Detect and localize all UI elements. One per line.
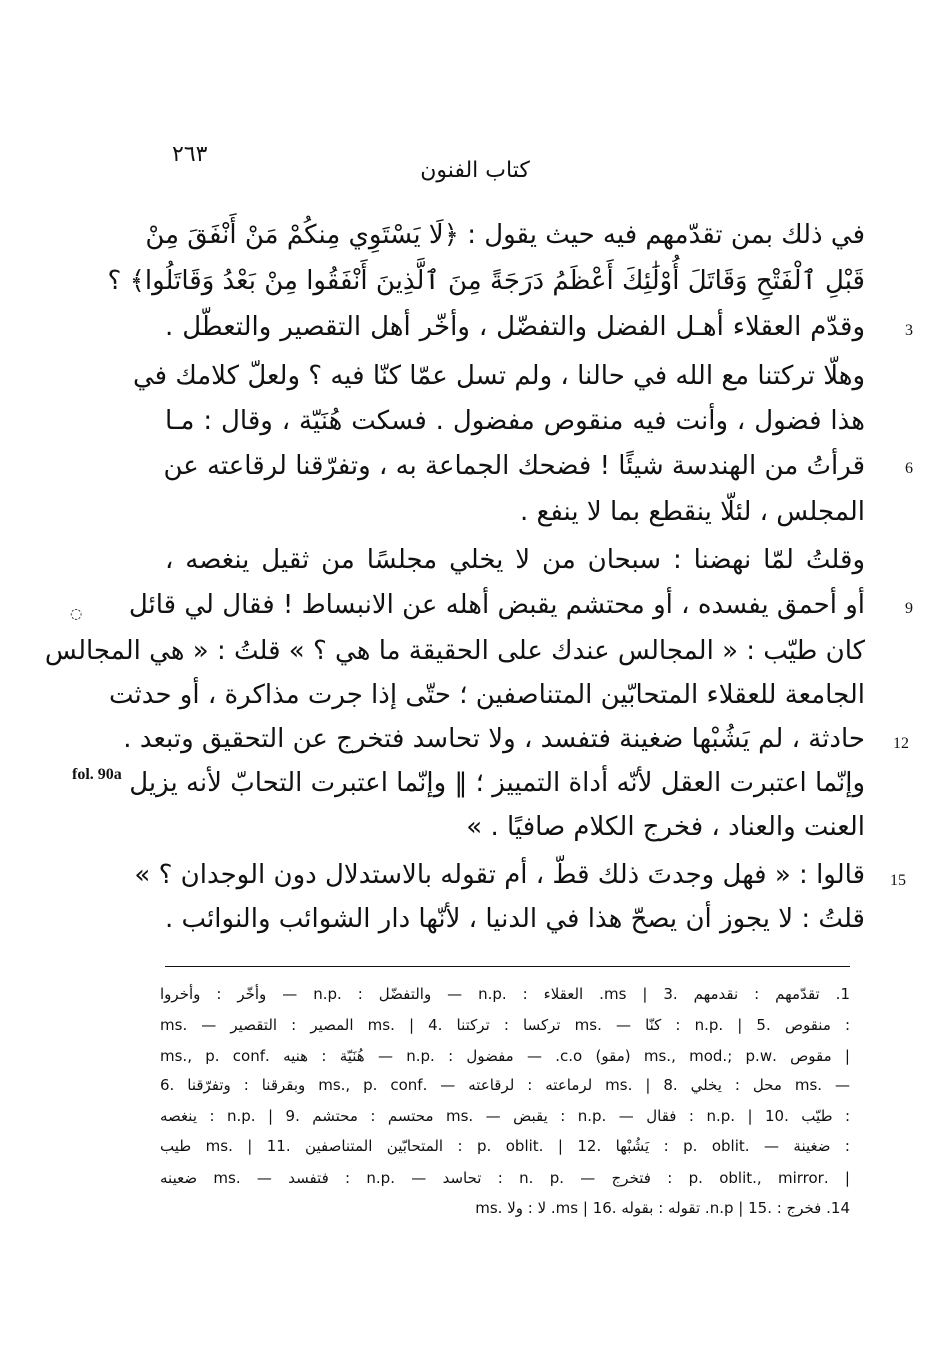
folio-margin-note: fol. 90a: [72, 766, 122, 783]
text-line: الجامعة للعقلاء المتحابّين المتناصفين ؛ حتّى إذا جرت مذاكرة ، أو حدثت: [109, 680, 865, 710]
running-title: كتاب الفنون: [420, 158, 530, 183]
text-line: وإنّما اعتبرت العقل لأنّه أداة التمييز ؛ ‖ وإنّما اعتبرت التحابّ لأنه يزيل: [129, 768, 865, 798]
footnote-line: 14. فخرج : .n.p | 15. تقوله : بقوله .ms | 16. لا : ولا .ms: [475, 1199, 850, 1217]
text-line: المجلس ، لئلّا ينقطع بما لا ينفع .: [520, 497, 865, 527]
text-line: هذا فضول ، وأنت فيه منقوص مفضول . فسكت هُنَيّة ، وقال : مـا: [165, 406, 865, 436]
line-number: 12: [893, 735, 909, 752]
page-number: ٢٦٣: [172, 142, 208, 167]
footnote-line: : ضغينة — .p. oblit : يَشُبْها .12 | .p. oblit : المتحابّين المتناصفين .11 | .ms طيب: [160, 1137, 850, 1155]
text-line: قالوا : « فهل وجدتَ ذلك قطّ ، أم تقوله بالاستدلال دون الوجدان ؟ »: [134, 860, 865, 890]
footnote-line: : طيّب .10 | .n.p : فقال — .n.p : يقبض — .ms محتسم : محتشم .9 | .n.p : ينغصه: [160, 1107, 851, 1125]
line-number: 3: [905, 322, 913, 339]
text-line: قَبْلِ ٱلْفَتْحِ وَقَاتَلَ أُوْلَٰئِكَ أَعْظَمُ دَرَجَةً مِنَ ٱلَّذِينَ أَنْفَقُوا مِنْ بَعْدُ وَقَاتَلُوا﴾ ؟: [107, 266, 865, 296]
text-line: وقلتُ لمّا نهضنا : سبحان من لا يخلي مجلسًا من ثقيل ينغصه ،: [165, 545, 865, 575]
line-number: 9: [905, 600, 913, 617]
text-line: قلتُ : لا يجوز أن يصحّ هذا في الدنيا ، لأنّها دار الشوائب والنوائب .: [165, 904, 865, 934]
footnote-line: — .ms محل : يخلي .8 | .ms لرماعته : لرقاعته — .ms., p. conf وبقرقنا : وتفرّقنا .6: [160, 1076, 850, 1094]
text-line: في ذلك بمن تقدّمهم فيه حيث يقول : ﴿لَا يَسْتَوِي مِنكُمْ مَنْ أَنْفَقَ مِنْ: [145, 220, 865, 250]
footnote-line: | مقوص .ms., mod.; p.w (مقو) c.o. — مفضول : .n.p — هُنَيّة : هنيه .ms., p. conf: [160, 1047, 850, 1065]
text-line: وهلّا تركتنا مع الله في حالنا ، ولم تسل عمّا كنّا فيه ؟ ولعلّ كلامك في: [132, 361, 865, 391]
line-number: 6: [905, 460, 913, 477]
text-line: حادثة ، لم يَشُبْها ضغينة فتفسد ، ولا تحاسد فتخرج عن التحقيق وتبعد .: [123, 724, 865, 754]
line-number: 15: [890, 872, 906, 889]
text-line: قرأتُ من الهندسة شيئًا ! فضحك الجماعة به ، وتفرّقنا لرقاعته عن: [163, 451, 865, 481]
text-line: وقدّم العقلاء أهـل الفضل والتفضّل ، وأخّر أهل التقصير والتعطّل .: [165, 312, 865, 342]
footnote-line: : منقوص .5 | .n.p : كنّا — .ms تركسا : تركتنا .4 | .ms المصير : التقصير — .ms: [160, 1016, 851, 1034]
footnote-divider: [165, 966, 850, 967]
footnote-line: 1. تقدّمهم : نقدمهم .ms | 3. العقلاء : .n.p — والتفضّل : .n.p — وأخّر : وأخروا: [160, 985, 850, 1003]
text-line: أو أحمق يفسده ، أو محتشم يقبض أهله عن الانبساط ! فقال لي قائل: [128, 590, 865, 620]
margin-mark: ◌: [70, 606, 83, 622]
text-line: كان طيّب : « المجالس عندك على الحقيقة ما هي ؟ » قلتُ : « هي المجالس: [44, 636, 865, 666]
footnote-line: | .p. oblit., mirror : فتخرج — .n. p : تحاسد — .n.p : فتفسد — .ms ضعينه: [160, 1169, 850, 1187]
text-line: العنت والعناد ، فخرج الكلام صافيًا . »: [466, 812, 865, 842]
